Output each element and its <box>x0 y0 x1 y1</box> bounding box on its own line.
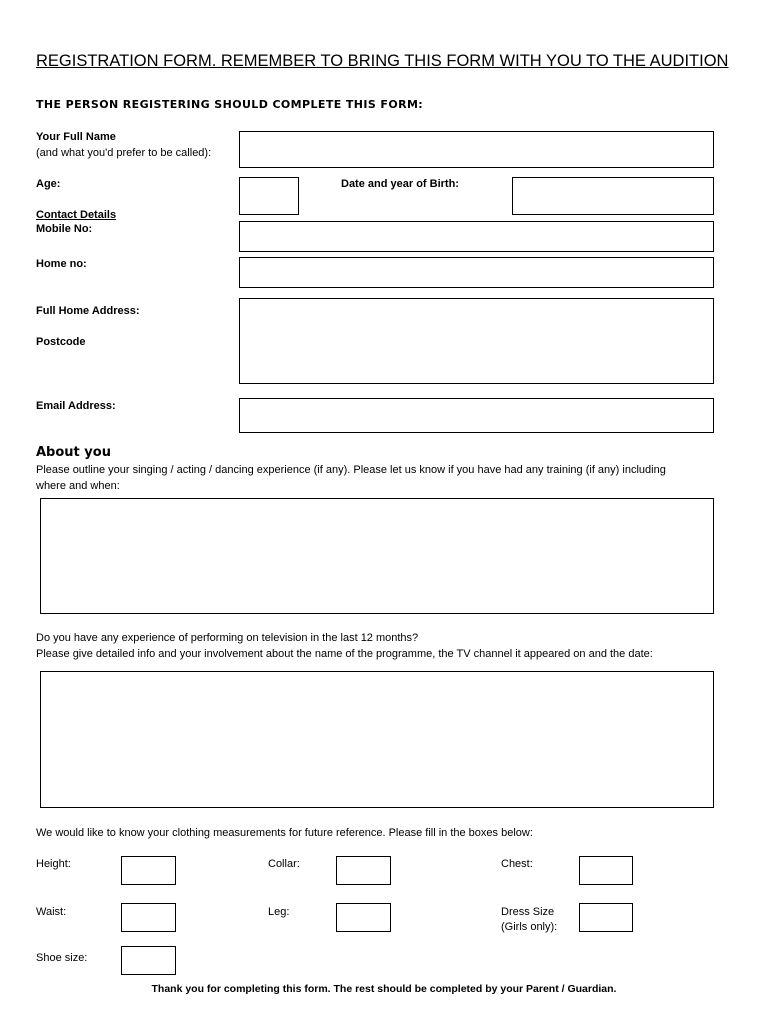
postcode-label: Postcode <box>36 336 86 348</box>
waist-field[interactable] <box>121 903 176 932</box>
tv-experience-prompt <box>36 630 736 662</box>
mobile-label: Mobile No: <box>36 223 93 235</box>
dob-field[interactable] <box>512 177 714 215</box>
chest-field[interactable] <box>579 856 633 885</box>
mobile-field[interactable] <box>239 221 714 252</box>
full-name-hint: (and what you'd prefer to be called): <box>36 147 212 159</box>
dob-label: Date and year of Birth: <box>341 178 459 190</box>
measurements-intro: We would like to know your clothing measurements for future reference. Please fill in the boxes below: <box>36 827 533 839</box>
height-label: Height: <box>36 858 71 870</box>
form-instruction: THE PERSON REGISTERING SHOULD COMPLETE THIS FORM: <box>36 98 424 111</box>
address-label: Full Home Address: <box>36 305 140 317</box>
email-label: Email Address: <box>36 400 116 412</box>
home-no-label: Home no: <box>36 258 87 270</box>
page-title: REGISTRATION FORM. REMEMBER TO BRING THIS FORM WITH YOU TO THE AUDITION <box>36 52 729 70</box>
age-label: Age: <box>36 178 61 190</box>
about-heading: About you <box>36 445 111 460</box>
experience-field[interactable] <box>40 498 714 614</box>
experience-prompt-line-2: where and when: <box>36 480 120 492</box>
collar-field[interactable] <box>336 856 391 885</box>
collar-label: Collar: <box>268 858 300 870</box>
age-field[interactable] <box>239 177 299 215</box>
full-name-label: Your Full Name <box>36 131 116 143</box>
tv-experience-field[interactable] <box>40 671 714 808</box>
footer-note: Thank you for completing this form. The rest should be completed by your Parent / Guardian. <box>151 983 617 995</box>
dress-size-hint: (Girls only): <box>501 921 558 933</box>
chest-label: Chest: <box>501 858 533 870</box>
experience-prompt <box>36 462 736 494</box>
home-no-field[interactable] <box>239 257 714 288</box>
waist-label: Waist: <box>36 906 67 918</box>
shoe-size-field[interactable] <box>121 946 176 975</box>
experience-prompt-line-1: Please outline your singing / acting / dancing experience (if any). Please let us know if you have had any training (if any) including <box>36 464 666 476</box>
dress-size-field[interactable] <box>579 903 633 932</box>
tv-prompt-line-1: Do you have any experience of performing on television in the last 12 months? <box>36 632 419 644</box>
shoe-size-label: Shoe size: <box>36 952 88 964</box>
tv-prompt-line-2: Please give detailed info and your involvement about the name of the programme, the TV channel it appeared on and the date: <box>36 648 653 660</box>
full-name-field[interactable] <box>239 131 714 168</box>
contact-details-label: Contact Details <box>36 209 117 221</box>
dress-size-label: Dress Size <box>501 906 555 918</box>
email-field[interactable] <box>239 398 714 433</box>
height-field[interactable] <box>121 856 176 885</box>
leg-label: Leg: <box>268 906 290 918</box>
leg-field[interactable] <box>336 903 391 932</box>
address-field[interactable] <box>239 298 714 384</box>
